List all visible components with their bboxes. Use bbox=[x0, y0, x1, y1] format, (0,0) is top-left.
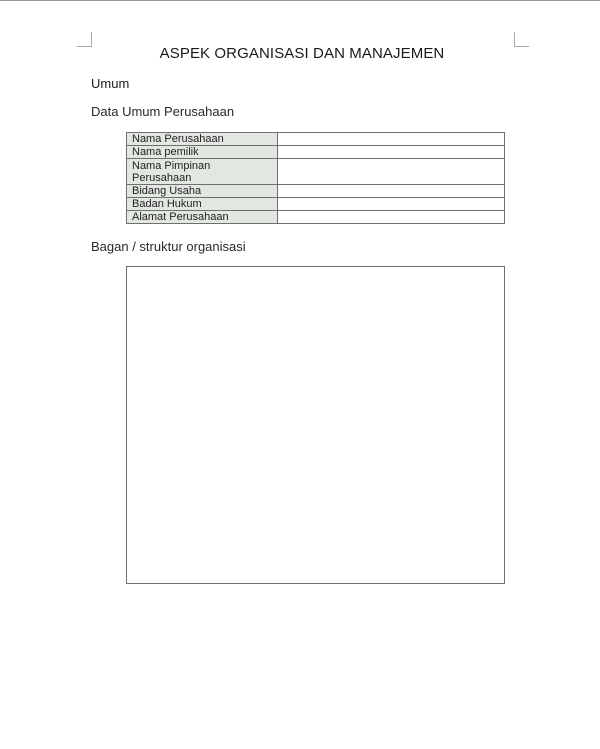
row-label-leader-name: Nama Pimpinan Perusahaan bbox=[127, 159, 278, 185]
page-top-border bbox=[0, 0, 600, 1]
table-row bbox=[127, 159, 505, 185]
table-row bbox=[127, 211, 505, 224]
row-value-owner-name[interactable] bbox=[278, 146, 505, 159]
table-row bbox=[127, 133, 505, 146]
org-structure-heading: Bagan / struktur organisasi bbox=[91, 239, 246, 254]
table-row bbox=[127, 146, 505, 159]
company-info-table bbox=[126, 132, 505, 224]
section-heading: Umum bbox=[91, 76, 130, 91]
row-value-legal-entity[interactable] bbox=[278, 198, 505, 211]
row-label-company-address: Alamat Perusahaan bbox=[127, 211, 278, 224]
row-label-owner-name: Nama pemilik bbox=[127, 146, 278, 159]
org-chart-box[interactable] bbox=[126, 266, 505, 584]
row-label-legal-entity: Badan Hukum bbox=[127, 198, 278, 211]
document-title: ASPEK ORGANISASI DAN MANAJEMEN bbox=[159, 45, 445, 62]
row-label-company-name: Nama Perusahaan bbox=[127, 133, 278, 146]
table-row bbox=[127, 185, 505, 198]
row-label-business-field: Bidang Usaha bbox=[127, 185, 278, 198]
row-value-leader-name[interactable] bbox=[278, 159, 505, 185]
row-value-business-field[interactable] bbox=[278, 185, 505, 198]
row-value-company-name[interactable] bbox=[278, 133, 505, 146]
general-data-heading: Data Umum Perusahaan bbox=[91, 104, 235, 119]
table-row bbox=[127, 198, 505, 211]
row-value-company-address[interactable] bbox=[278, 211, 505, 224]
